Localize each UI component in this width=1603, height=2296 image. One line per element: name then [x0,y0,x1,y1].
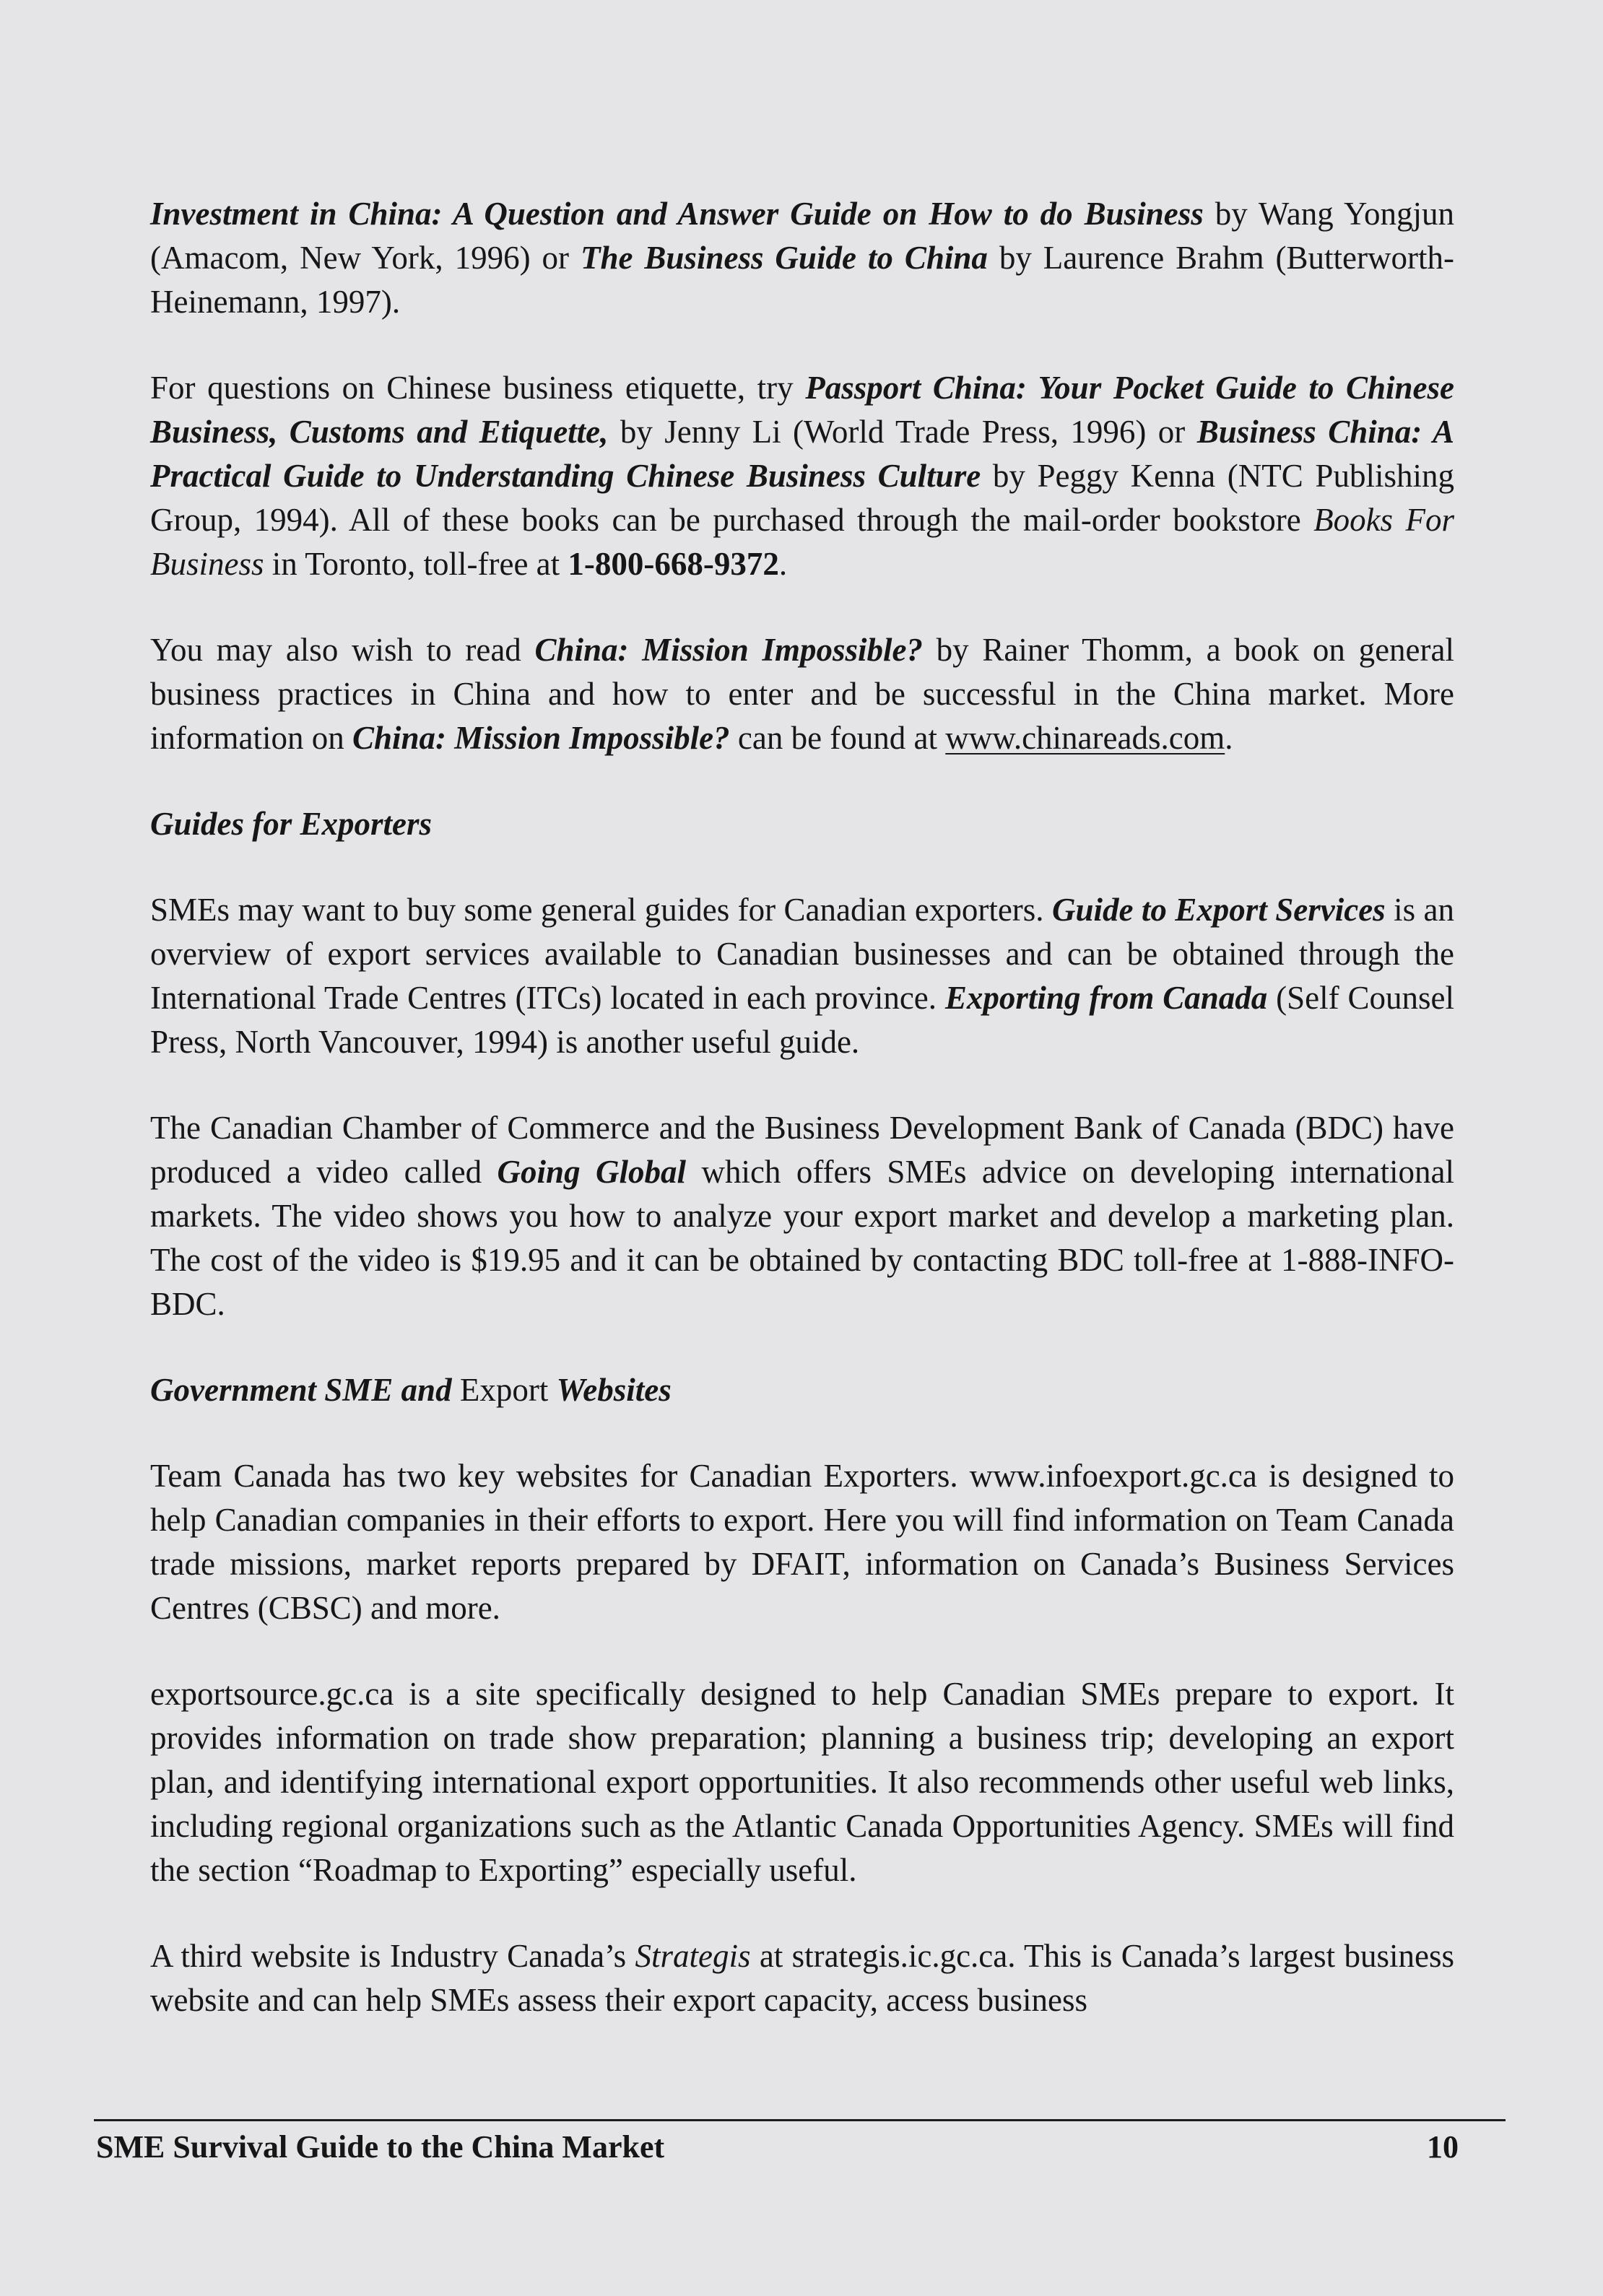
paragraph-strategis [150,1934,1454,2022]
section-heading-websites [150,1368,1454,1412]
paragraph-going-global-video [150,1106,1454,1326]
paragraph-etiquette-books [150,366,1454,586]
text-run: (Self Counsel Press, North Vancouver, 1994) is another useful guide. [150,980,1454,1060]
book-title: Passport China: Your Pocket Guide to Chinese Business, Customs and Etiquette, [150,370,1454,450]
book-title: Business China: A Practical Guide to Understanding Chinese Business Culture [150,414,1455,494]
footer-title: SME Survival Guide to the China Market [96,2129,665,2165]
paragraph-investment-books [150,192,1454,324]
paragraph-mission-impossible [150,628,1454,760]
website-name: Strategis [635,1938,751,1974]
heading-text: Government SME and [150,1372,452,1408]
chinareads-link[interactable]: www.chinareads.com [945,720,1225,756]
guide-title: Exporting from Canada [944,980,1268,1016]
text-run: The Canadian Chamber of Commerce and the Business Development Bank of Canada (BDC) have produced a video called [150,1110,1454,1190]
heading-text: Export [451,1372,557,1408]
text-run: is an overview of export services available to Canadian businesses and can be obtained through the International Trade Centres (ITCs) located in each province. [150,892,1454,1016]
section-heading-guides [150,802,1454,846]
text-run: A third website is Industry Canada’s [150,1938,635,1974]
book-title: China: Mission Impossible? [534,632,923,668]
text-run: by Jenny Li (World Trade Press, 1996) or [608,414,1197,450]
text-run: by Laurence Brahm (Butterworth-Heinemann, 1997). [150,240,1454,320]
heading-text: Guides for Exporters [150,806,433,842]
text-run: by Peggy Kenna (NTC Publishing Group, 1994). All of these books can be purchased through the mail-order bookstore [150,458,1454,538]
text-run: For questions on Chinese business etiquette, try [150,370,806,406]
paragraph-export-guides [150,888,1454,1064]
paragraph-team-canada [150,1454,1454,1630]
text-run: at strategis.ic.gc.ca. This is Canada’s largest business website and can help SMEs assess their export capacity, access business [150,1938,1455,2018]
book-title: The Business Guide to China [580,240,988,276]
body-text [150,192,1454,2064]
text-run: which offers SMEs advice on developing international markets. The video shows you how to analyze your export market and develop a marketing plan. The cost of the video is $19.95 and it can be obtained by contacting BDC toll-free at 1-888-INFO-BDC. [150,1154,1454,1322]
text-run: exportsource.gc.ca is a site specifically designed to help Canadian SMEs prepare to export. It provides information on trade show preparation; planning a business trip; developing an export plan, and identifying international export opportunities. It also recommends other useful web links, including regional organizations such as the Atlantic Canada Opportunities Agency. SMEs will find the section “Roadmap to Exporting” especially useful. [150,1676,1454,1888]
book-title: China: Mission Impossible? [352,720,730,756]
bookstore-name: Books For Business [150,502,1454,582]
book-title: Investment in China: A Question and Answer Guide on How to do Business [150,196,1204,232]
phone-number: 1-800-668-9372 [568,546,779,582]
page-number: 10 [1427,2129,1459,2165]
text-run: in Toronto, toll-free at [264,546,568,582]
footer-divider [94,2119,1506,2121]
text-run: Team Canada has two key websites for Canadian Exporters. www.infoexport.gc.ca is designed to help Canadian companies in their efforts to export. Here you will find information on Team Canada trade missions, market reports prepared by DFAIT, information on Canada’s Business Services Centres (CBSC) and more. [150,1458,1454,1626]
heading-text: Websites [556,1372,672,1408]
guide-title: Guide to Export Services [1051,892,1386,928]
paragraph-exportsource [150,1672,1454,1892]
text-run: . [778,546,788,582]
text-run: by Wang Yongjun (Amacom, New York, 1996) or [150,196,1454,276]
text-run: can be found at [729,720,946,756]
text-run: SMEs may want to buy some general guides for Canadian exporters. [150,892,1052,928]
text-run: . [1225,720,1233,756]
video-title: Going Global [497,1154,687,1190]
text-run: by Rainer Thomm, a book on general business practices in China and how to enter and be successful in the China market. More information on [150,632,1454,756]
text-run: You may also wish to read [150,632,535,668]
